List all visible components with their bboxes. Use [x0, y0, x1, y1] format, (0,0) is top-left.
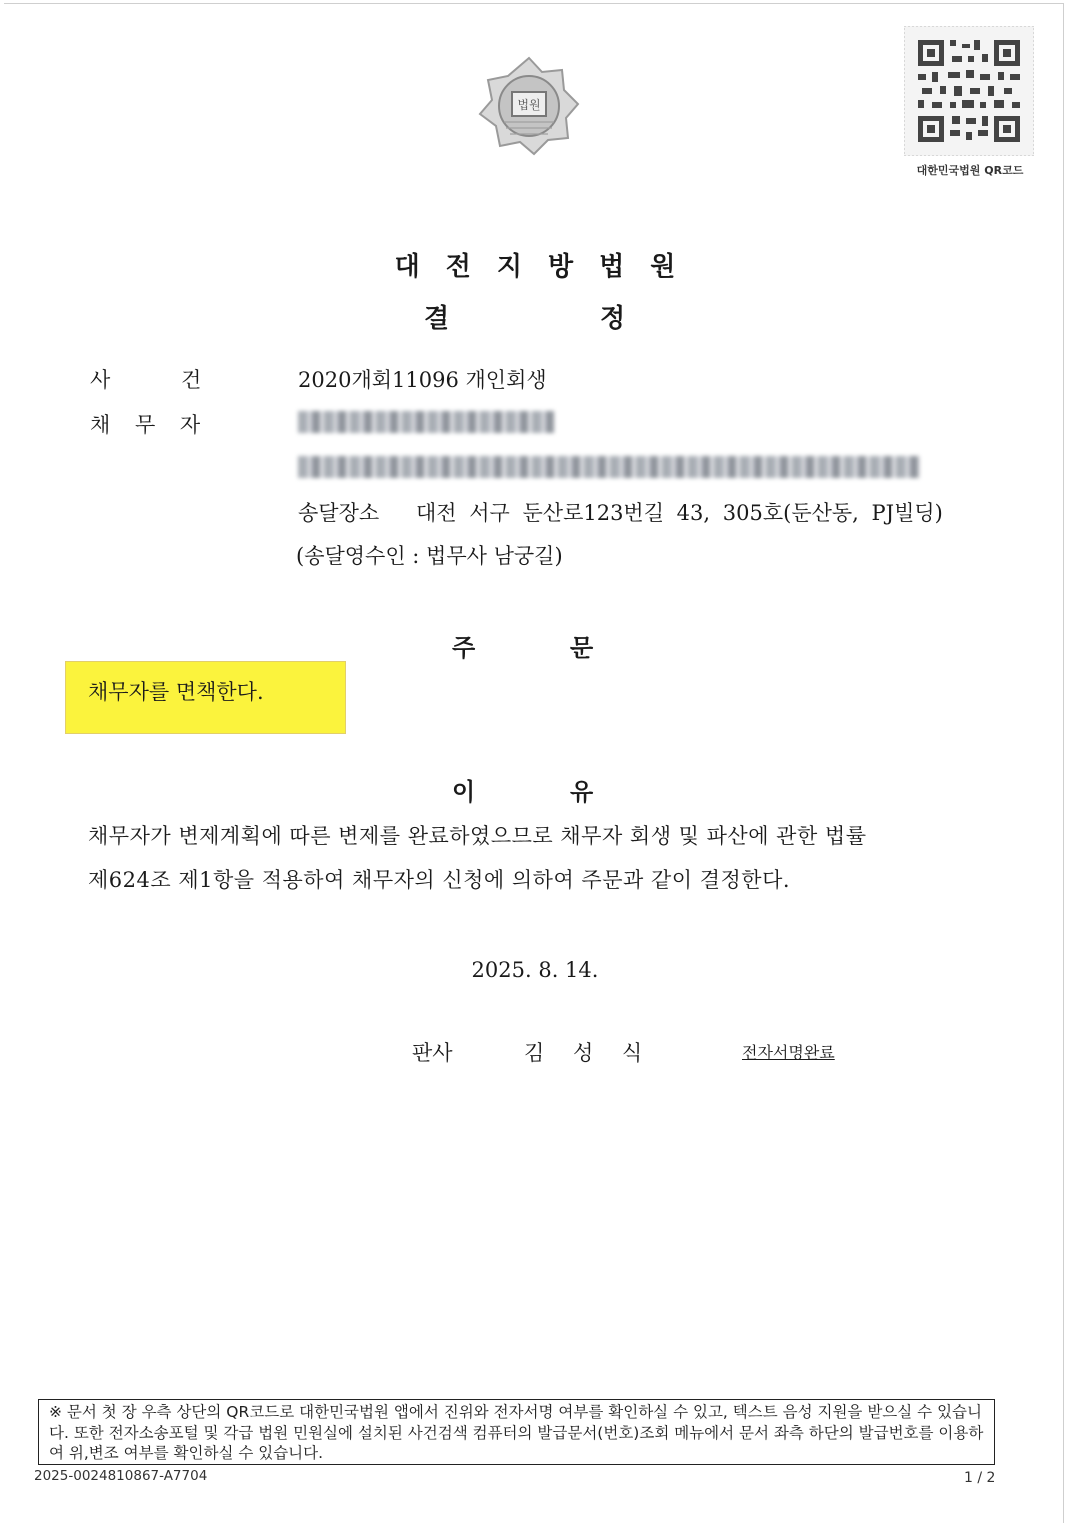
qr-caption: 대한민국법원 QR코드: [916, 164, 1024, 177]
reason-line-2: 제624조 제1항을 적용하여 채무자의 신청에 의하여 주문과 같이 결정한다.: [88, 868, 791, 892]
decision-date: 2025. 8. 14.: [471, 958, 599, 982]
verification-notice: ※ 문서 첫 장 우측 상단의 QR코드로 대한민국법원 앱에서 진위와 전자서명 여부를 확인하실 수 있고, 텍스트 음성 지원을 받으실 수 있습니다. 또한 전자소송포털 및 각급 법원 민원실에 설치된 사건검색 컴퓨터의 발급문서(번호)조회 메뉴에서 문서 좌측 하단의 발급번호를 이용하여 위,변조 여부를 확인하실 수 있습니다.: [38, 1399, 995, 1465]
judge-title: 판사: [412, 1041, 453, 1065]
reason-heading-left: 이: [452, 778, 476, 806]
reason-line-1: 채무자가 변제계획에 따른 변제를 완료하였으므로 채무자 회생 및 파산에 관한 법률: [88, 824, 867, 848]
case-label: 사 건: [90, 368, 202, 392]
reason-heading-right: 유: [570, 778, 594, 806]
redacted-debtor-address: [298, 456, 920, 478]
issue-number: 2025-0024810867-A7704: [34, 1468, 208, 1484]
qr-code-icon[interactable]: [904, 26, 1034, 156]
case-value: 2020개회11096 개인회생: [298, 368, 547, 392]
court-emblem-icon: [474, 52, 584, 162]
doc-type-left: 결: [424, 304, 450, 334]
order-text: 채무자를 면책한다.: [88, 680, 264, 704]
delivery-recipient: (송달영수인 : 법무사 남궁길): [296, 544, 563, 568]
judge-name: 김 성 식: [524, 1041, 643, 1065]
order-heading-left: 주: [452, 634, 476, 662]
redacted-debtor-name: [298, 411, 554, 433]
court-name: 대전지방법원: [394, 252, 702, 282]
electronic-signature: 전자서명완료: [742, 1043, 835, 1062]
debtor-label: 채 무 자: [90, 413, 201, 437]
doc-type-right: 정: [600, 304, 626, 334]
order-heading-right: 문: [570, 634, 594, 662]
delivery-address: 대전 서구 둔산로123번길 43, 305호(둔산동, PJ빌딩): [416, 501, 943, 525]
delivery-label: 송달장소: [298, 501, 380, 525]
page-number: 1 / 2: [964, 1470, 996, 1486]
emblem-label: 법원: [517, 98, 541, 112]
page-border: [4, 3, 1064, 1523]
